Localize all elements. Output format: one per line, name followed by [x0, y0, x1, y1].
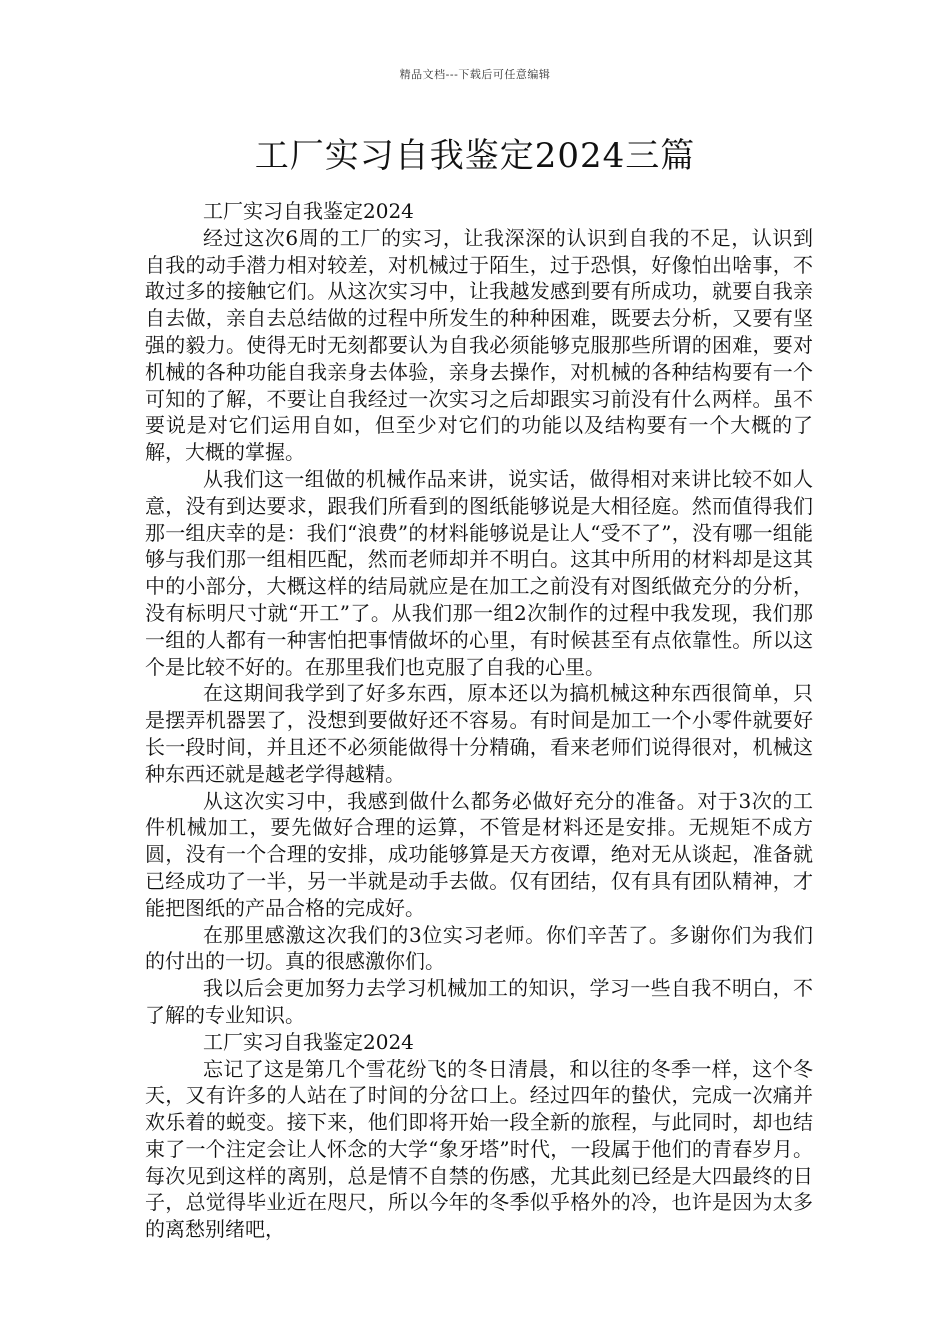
paragraph: 在这期间我学到了好多东西，原本还以为搞机械这种东西很简单，只是摆弄机器罢了，没想到要做好还不容易。有时间是加工一个小零件就要好长一段时间，并且还不必须能做得十分精确，看来老师们说得很对，机械这种东西还就是越老学得越精。 — [145, 681, 813, 786]
document-body — [145, 198, 813, 1243]
paragraph: 从这次实习中，我感到做什么都务必做好充分的准备。对于3次的工件机械加工，要先做好合理的运算，不管是材料还是安排。无规矩不成方圆，没有一个合理的安排，成功能够算是天方夜谭，绝对无从谈起，准备就已经成功了一半，另一半就是动手去做。仅有团结，仅有具有团队精神，才能把图纸的产品合格的完成好。 — [145, 788, 813, 920]
document-title: 工厂实习自我鉴定2024三篇 — [254, 136, 696, 176]
paragraph: 经过这次6周的工厂的实习，让我深深的认识到自我的不足，认识到自我的动手潜力相对较差，对机械过于陌生，过于恐惧，好像怕出啥事，不敢过多的接触它们。从这次实习中，让我越发感到要有所成功，就要自我亲自去做，亲自去总结做的过程中所发生的种种困难，既要去分析，又要有坚强的毅力。使得无时无刻都要认为自我必须能够克服那些所谓的困难，要对机械的各种功能自我亲身去体验，亲身去操作，对机械的各种结构要有一个可知的了解，不要让自我经过一次实习之后却跟实习前没有什么两样。虽不要说是对它们运用自如，但至少对它们的功能以及结构要有一个大概的了解，大概的掌握。 — [145, 225, 813, 465]
section-heading: 工厂实习自我鉴定2024 — [203, 1029, 414, 1054]
paragraph: 忘记了这是第几个雪花纷飞的冬日清晨，和以往的冬季一样，这个冬天，又有许多的人站在了时间的分岔口上。经过四年的蛰伏，完成一次痛并欢乐着的蜕变。接下来，他们即将开始一段全新的旅程，与此同时，却也结束了一个注定会让人怀念的大学“象牙塔”时代，一段属于他们的青春岁月。每次见到这样的离别，总是情不自禁的伤感，尤其此刻已经是大四最终的日子，总觉得毕业近在咫尺，所以今年的冬季似乎格外的冷，也许是因为太多的离愁别绪吧， — [145, 1056, 813, 1242]
paragraph: 从我们这一组做的机械作品来讲，说实话，做得相对来讲比较不如人意，没有到达要求，跟我们所看到的图纸能够说是大相径庭。然而值得我们那一组庆幸的是：我们“浪费”的材料能够说是让人“受不了”，没有哪一组能够与我们那一组相匹配，然而老师却并不明白。这其中所用的材料却是这其中的小部分，大概这样的结局就应是在加工之前没有对图纸做充分的分析，没有标明尺寸就“开工”了。从我们那一组2次制作的过程中我发现，我们那一组的人都有一种害怕把事情做坏的心里，有时候甚至有点依靠性。所以这个是比较不好的。在那里我们也克服了自我的心里。 — [145, 466, 813, 679]
paragraph: 在那里感激这次我们的3位实习老师。你们辛苦了。多谢你们为我们的付出的一切。真的很感激你们。 — [145, 922, 813, 974]
header-note: 精品文档---下载后可任意编辑 — [399, 68, 551, 81]
paragraph: 我以后会更加努力去学习机械加工的知识，学习一些自我不明白，不了解的专业知识。 — [145, 976, 813, 1027]
section-heading: 工厂实习自我鉴定2024 — [203, 199, 414, 223]
